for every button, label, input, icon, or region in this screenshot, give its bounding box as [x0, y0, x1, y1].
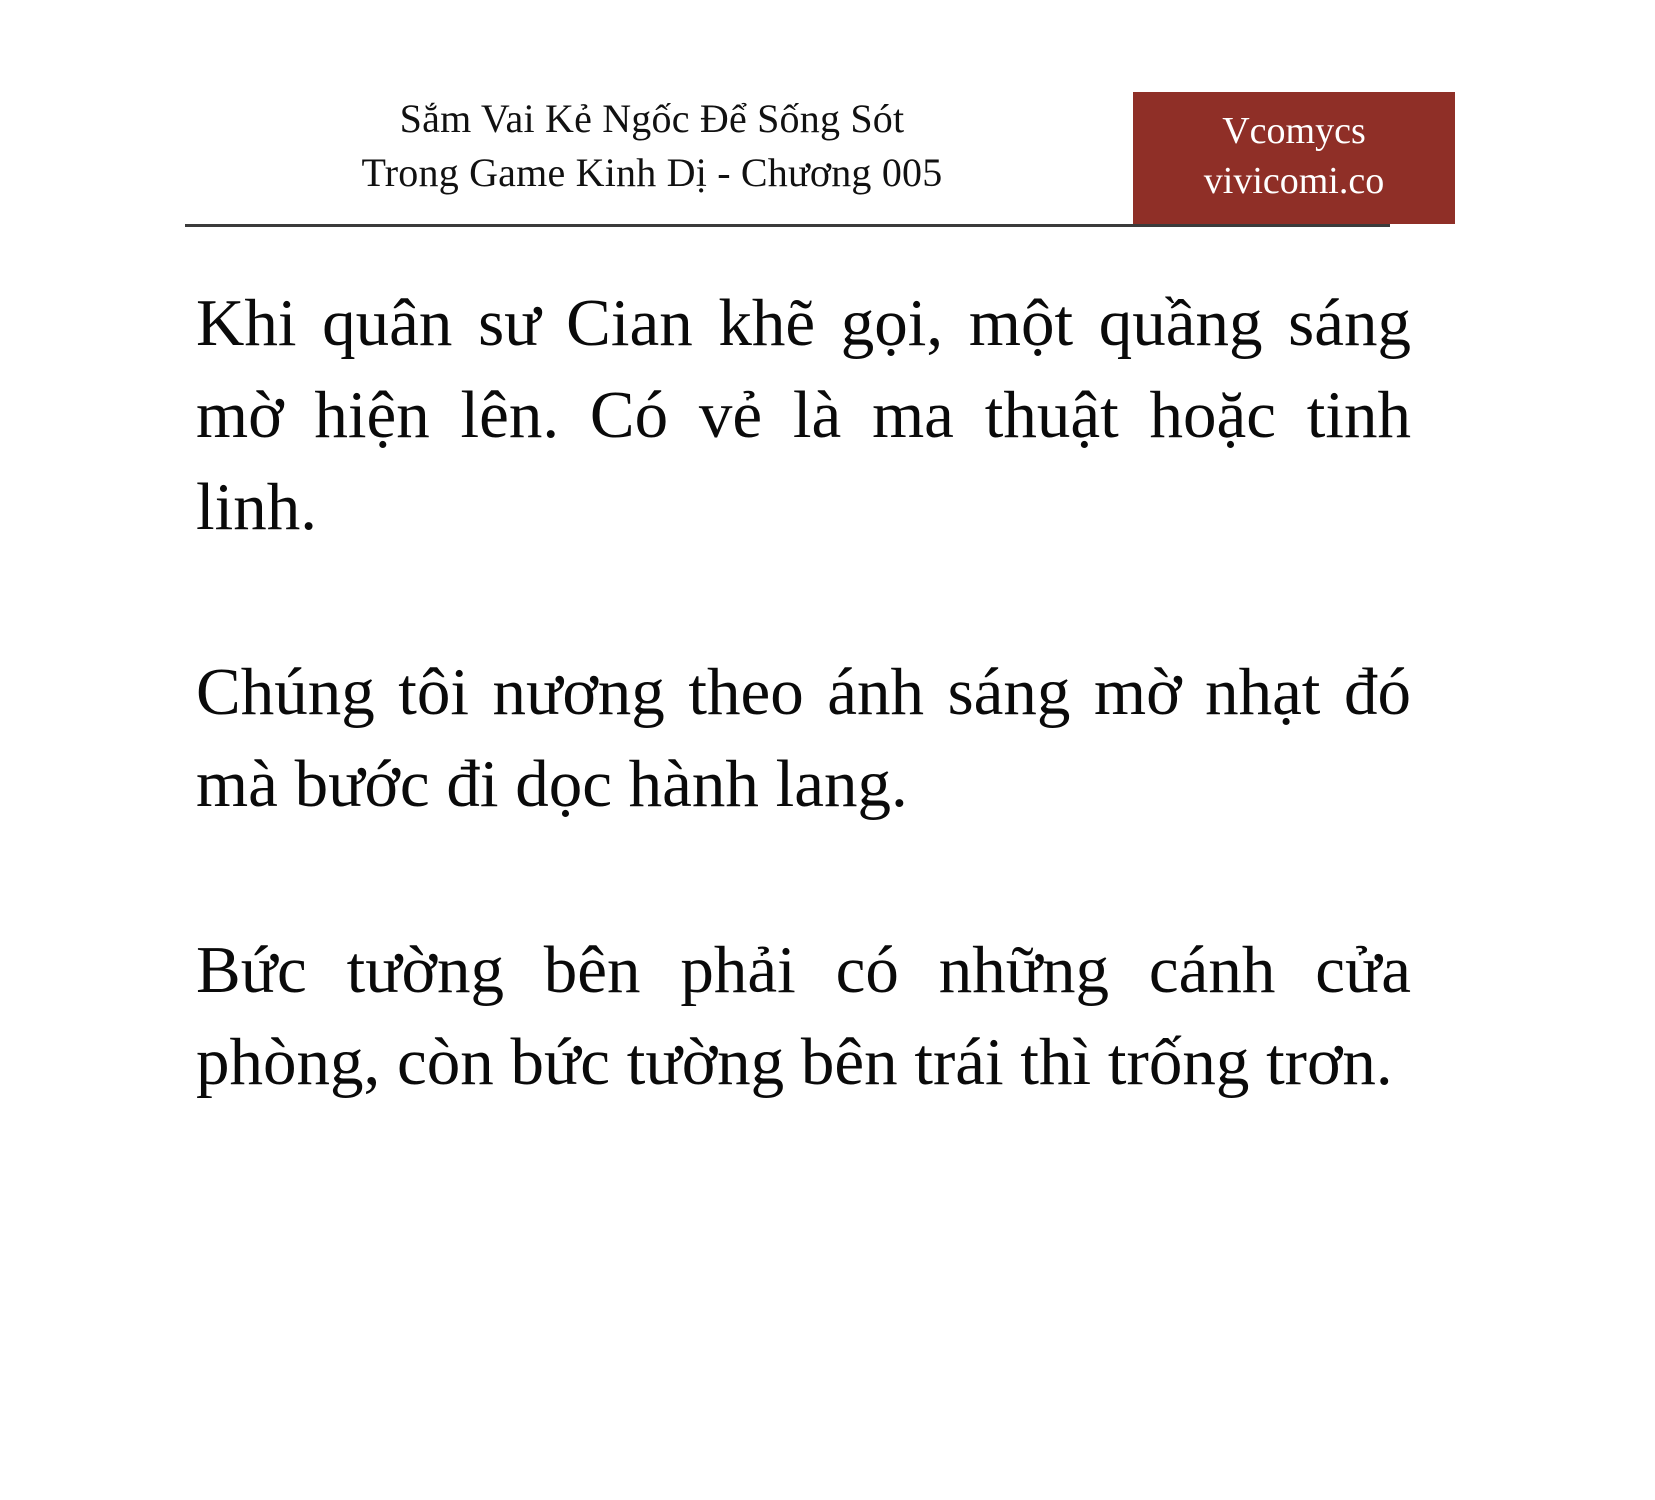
page-title-line-2: Trong Game Kinh Dị - Chương 005	[361, 150, 943, 196]
page-header	[0, 0, 1655, 230]
paragraph: Chúng tôi nương theo ánh sáng mờ nhạt đó mà bước đi dọc hành lang.	[196, 655, 1411, 822]
page-content	[196, 278, 1411, 1108]
brand-name: Vcomycs	[1222, 109, 1366, 152]
site-watermark-badge	[1133, 92, 1455, 224]
paragraph: Khi quân sư Cian khẽ gọi, một quầng sáng mờ hiện lên. Có vẻ là ma thuật hoặc tinh linh.	[196, 286, 1411, 544]
paragraph: Bức tường bên phải có những cánh cửa phòng, còn bức tường bên trái thì trống trơn.	[196, 932, 1411, 1099]
page-title-line-1: Sắm Vai Kẻ Ngốc Để Sống Sót	[399, 96, 905, 141]
header-inner	[185, 92, 1455, 224]
site-url: vivicomi.co	[1203, 160, 1385, 202]
page-title	[185, 92, 1133, 201]
header-divider	[185, 224, 1390, 227]
